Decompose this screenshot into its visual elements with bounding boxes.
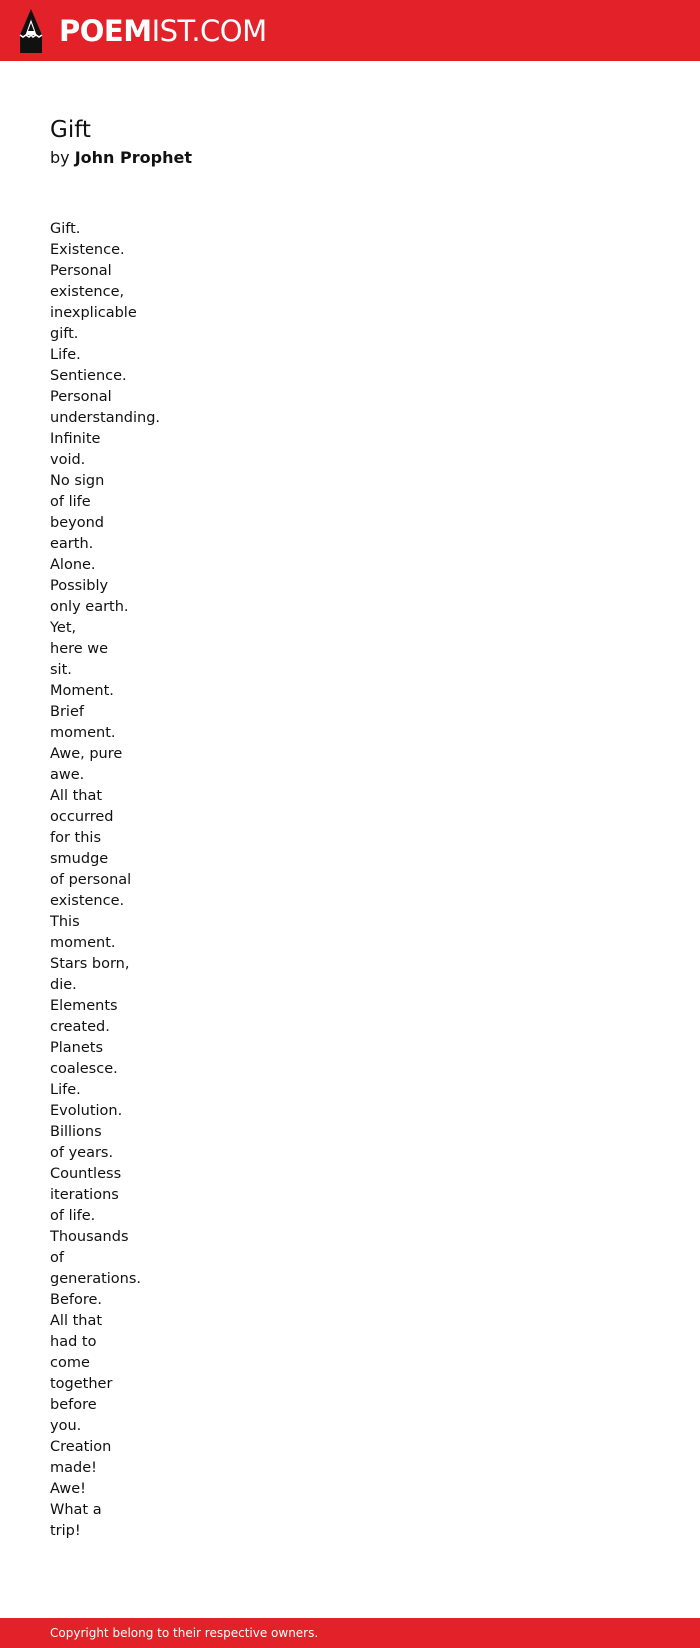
poem-line: moment. [50,935,116,951]
poem-line: This [50,914,80,930]
poem-line: only earth. [50,599,129,615]
poem-line: made! [50,1460,97,1476]
poem-line: created. [50,1019,110,1035]
author-name: John Prophet [74,148,192,167]
poem-line: earth. [50,536,94,552]
poem-line: void. [50,452,86,468]
poem-line: Life. [50,1082,81,1098]
site-footer [0,1618,700,1648]
poem-body [50,219,350,1542]
poem-line: Infinite [50,431,101,447]
site-logo-link[interactable] [17,9,267,53]
logo-text-bold: POEM [59,14,152,48]
poem-line: What a [50,1502,102,1518]
poem-line: Personal [50,263,112,279]
poem-line: Possibly [50,578,109,594]
poem-line: Stars born, [50,956,130,972]
poem-line: Yet, [50,620,77,636]
poem-line: of life [50,494,91,510]
byline [50,147,192,169]
poem-line: gift. [50,326,79,342]
poem-line: Elements [50,998,118,1014]
logo-text-light: IST.COM [151,14,267,48]
poem-line: Alone. [50,557,96,573]
poem-line: you. [50,1418,82,1434]
poem-line: Billions [50,1124,102,1140]
poem-line: inexplicable [50,305,137,321]
poem-line: iterations [50,1187,119,1203]
poem-line: beyond [50,515,104,531]
poem-line: All that [50,788,103,804]
poem-line: of years. [50,1145,114,1161]
poem-line: occurred [50,809,114,825]
poem-line: of [50,1250,64,1266]
poem-line: before [50,1397,97,1413]
poem-line: understanding. [50,410,161,426]
poem-line: Awe, pure [50,746,123,762]
copyright-text: Copyright belong to their respective owners. [50,1626,319,1640]
poem-line: Awe! [50,1481,86,1497]
poem-line: Brief [50,704,84,720]
poem-line: existence. [50,893,125,909]
poem-line: Evolution. [50,1103,123,1119]
site-logo-text [59,9,267,53]
poem-line: sit. [50,662,72,678]
poem-line: Planets [50,1040,104,1056]
poem-line: of life. [50,1208,96,1224]
poem-line: smudge [50,851,109,867]
poem-line: No sign [50,473,105,489]
poem-title: Gift [50,117,91,143]
site-header [0,0,700,61]
poem-line: Personal [50,389,112,405]
pencil-tip-icon [17,9,45,53]
poem-line: of personal [50,872,132,888]
byline-label: by [50,148,70,167]
poem-line: Thousands [50,1229,129,1245]
poem-line: come [50,1355,90,1371]
poem-line: trip! [50,1523,81,1539]
poem-line: coalesce. [50,1061,118,1077]
poem-line: Creation [50,1439,112,1455]
poem-line: for this [50,830,102,846]
poem-line: together [50,1376,113,1392]
poem-line: Countless [50,1166,122,1182]
poem-line: here we [50,641,109,657]
poem-line: All that [50,1313,103,1329]
poem-line: Before. [50,1292,103,1308]
poem-line: existence, [50,284,125,300]
poem-line: awe. [50,767,85,783]
poem-line: moment. [50,725,116,741]
poem-line: Moment. [50,683,114,699]
poem-line: Sentience. [50,368,127,384]
poem-line: generations. [50,1271,142,1287]
poem-line: Gift. [50,221,81,237]
poem-line: Life. [50,347,81,363]
poem-line: Existence. [50,242,125,258]
poem-line: had to [50,1334,97,1350]
poem-line: die. [50,977,77,993]
